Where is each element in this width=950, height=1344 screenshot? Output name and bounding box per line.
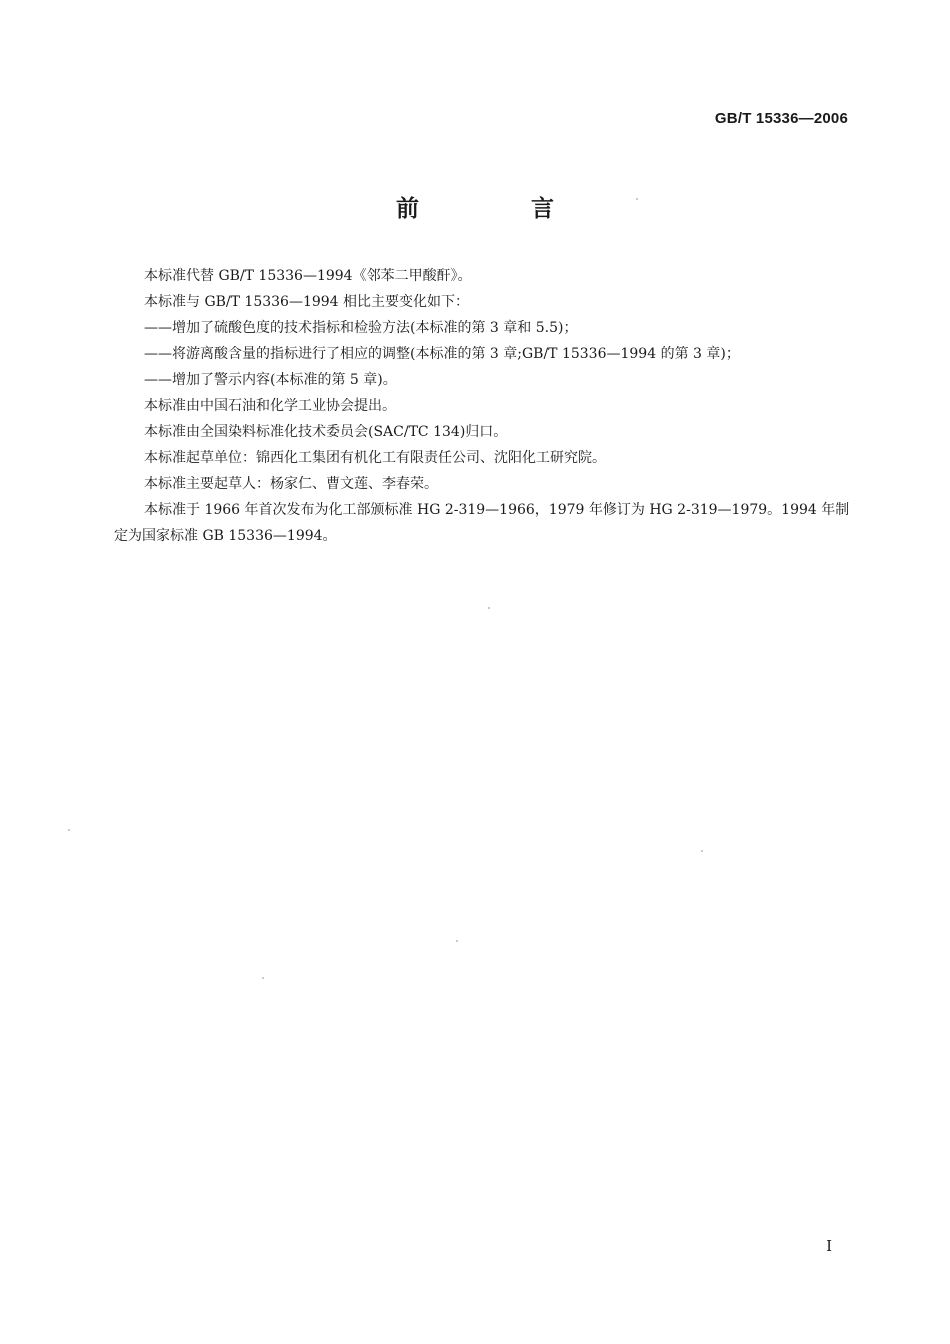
standard-code: GB/T 15336—2006: [714, 110, 848, 127]
paragraph-replaces: 本标准代替 GB/T 15336—1994《邻苯二甲酸酐》。: [144, 268, 472, 284]
page-title: 前 言: [395, 196, 606, 222]
paragraph-drafters: 本标准主要起草人：杨家仁、曹文莲、李春荣。: [144, 476, 438, 492]
paragraph-centralized-by: 本标准由全国染料标准化技术委员会(SAC/TC 134)归口。: [144, 424, 508, 440]
scan-speck: [701, 850, 703, 852]
change-item: ——将游离酸含量的指标进行了相应的调整(本标准的第 3 章;GB/T 15336—1994 的第 3 章)；: [144, 346, 740, 362]
scan-speck: [636, 198, 638, 200]
scan-speck: [68, 829, 70, 831]
paragraph-proposed-by: 本标准由中国石油和化学工业协会提出。: [144, 398, 396, 414]
change-item: ——增加了硫酸色度的技术指标和检验方法(本标准的第 3 章和 5.5)；: [144, 320, 578, 336]
change-item: ——增加了警示内容(本标准的第 5 章)。: [144, 372, 397, 388]
scan-speck: [488, 607, 490, 609]
foreword-body: [114, 263, 854, 549]
page-number: I: [826, 1237, 832, 1255]
paragraph-drafting-units: 本标准起草单位：锦西化工集团有机化工有限责任公司、沈阳化工研究院。: [144, 450, 606, 466]
scan-speck: [262, 977, 264, 979]
paragraph-changes-intro: 本标准与 GB/T 15336—1994 相比主要变化如下：: [144, 294, 470, 310]
paragraph-history: 本标准于 1966 年首次发布为化工部颁标准 HG 2-319—1966，1979 年修订为 HG 2-319—1979。1994 年制定为国家标准 GB 15336—1994。: [114, 502, 850, 544]
scan-speck: [456, 940, 458, 942]
